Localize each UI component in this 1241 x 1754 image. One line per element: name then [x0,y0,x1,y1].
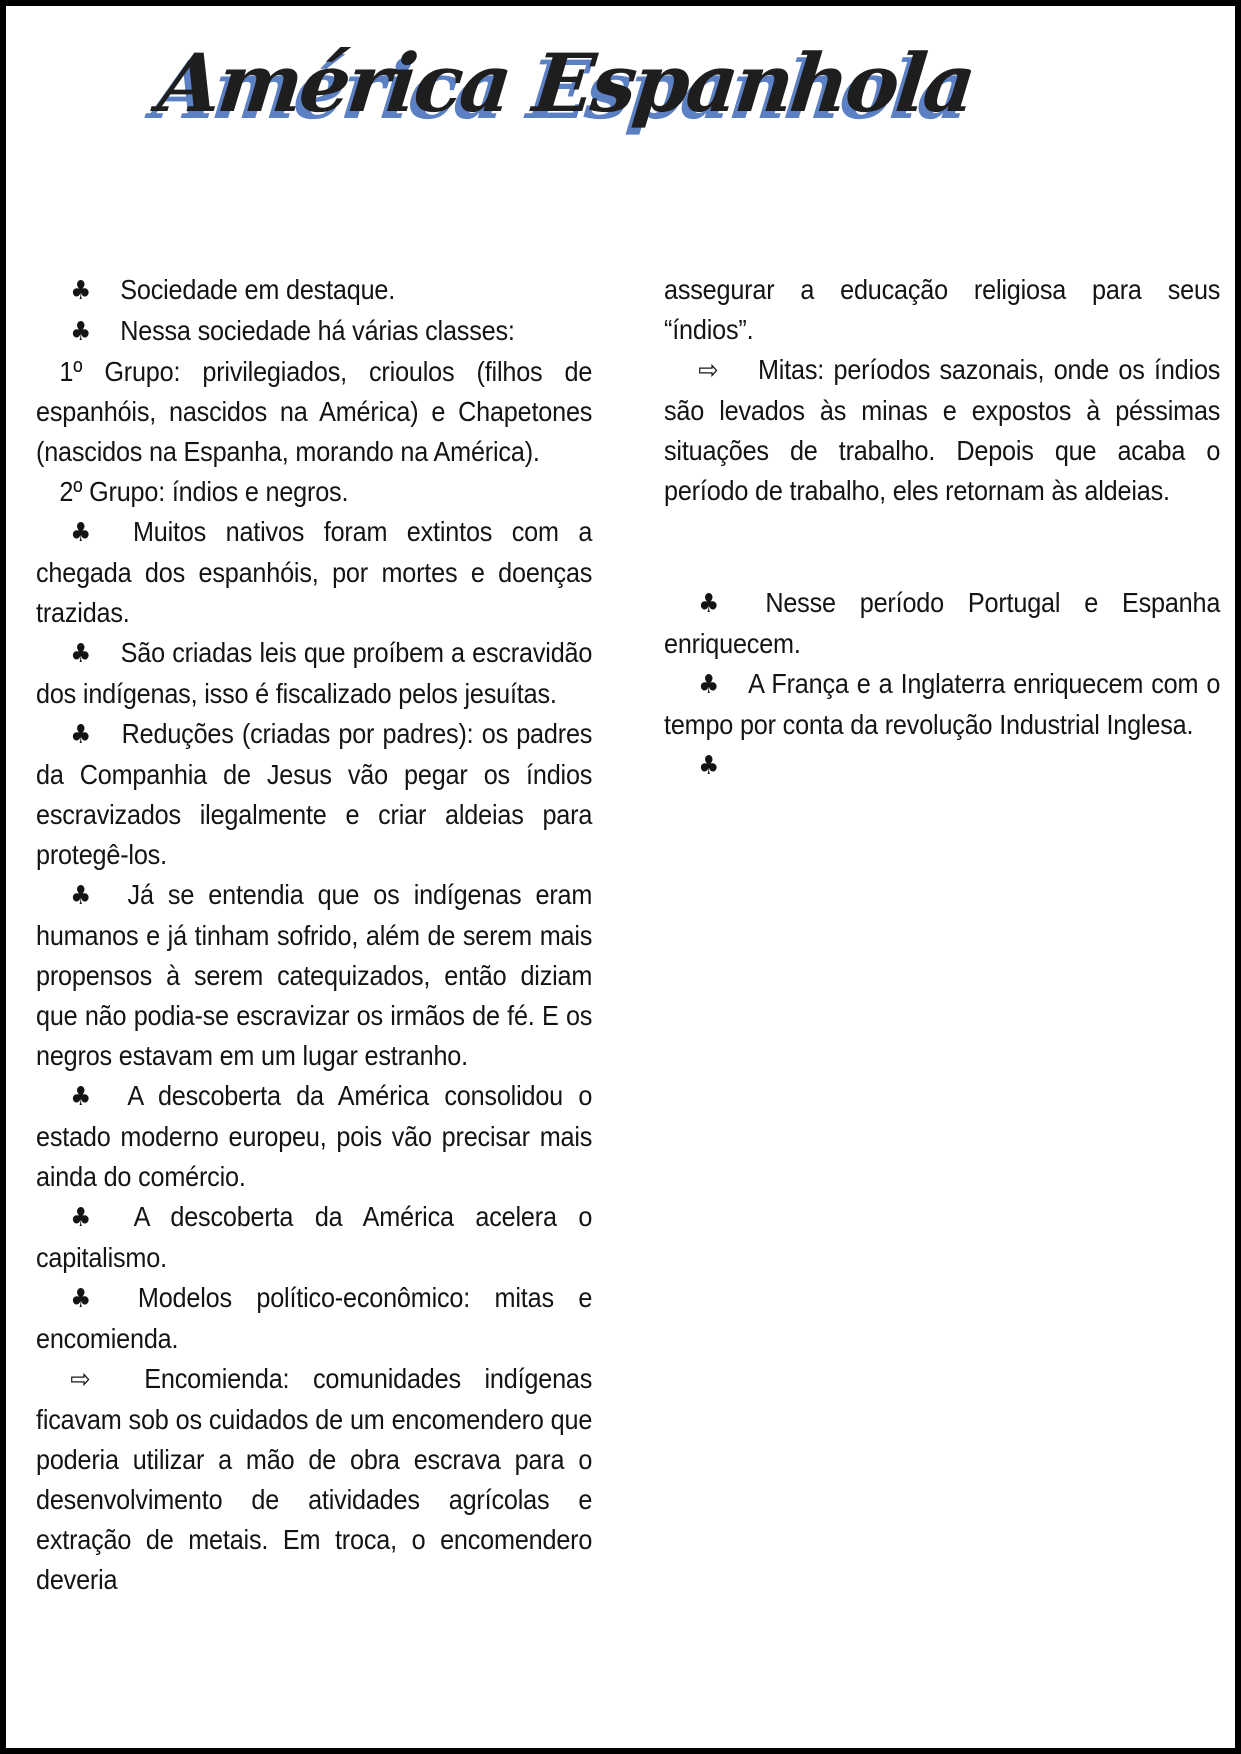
paragraph-text: Já se entendia que os indígenas eram humanos e já tinham sofrido, além de serem mais propensos à serem catequizados, então diziam que não podia-se escravizar os irmãos de fé. E os negros estavam em um lugar estranho. [36,879,593,1071]
paragraph [36,311,592,352]
paragraph [664,745,1220,786]
paragraph [664,270,1220,350]
paragraph [36,1278,592,1359]
club-bullet-icon: ♣ [698,751,719,781]
paragraph [36,633,592,714]
club-bullet-icon: ♣ [70,639,91,669]
arrow-bullet-icon: ⇨ [698,355,719,386]
club-bullet-icon: ♣ [698,670,719,700]
paragraph [36,512,592,633]
paragraph-text: Reduções (criadas por padres): os padres da Companhia de Jesus vão pegar os índios escravizados ilegalmente e criar aldeias para protegê-los. [36,718,593,870]
paragraph-text: A descoberta da América consolidou o estado moderno europeu, pois vão precisar mais ainda do comércio. [36,1080,593,1192]
paragraph-text: 1º Grupo: privilegiados, crioulos (filhos de espanhóis, nascidos na América) e Chapetones (nascidos na Espanha, morando na América). [36,356,593,467]
arrow-bullet-icon: ⇨ [70,1364,91,1395]
paragraph [36,472,592,512]
club-bullet-icon: ♣ [70,1203,91,1233]
right-column [664,270,1220,786]
left-column [36,270,592,1600]
paragraph [36,1197,592,1278]
club-bullet-icon: ♣ [70,518,91,548]
paragraph [664,350,1220,511]
club-bullet-icon: ♣ [698,589,719,619]
paragraph [36,352,592,472]
paragraph [36,1359,592,1600]
club-bullet-icon: ♣ [70,317,91,347]
paragraph [36,714,592,875]
paragraph-text: Mitas: períodos sazonais, onde os índios são levados às minas e expostos à péssimas situações de trabalho. Depois que acaba o período de trabalho, eles retornam às aldeias. [664,354,1221,506]
paragraph-text: Nesse período Portugal e Espanha enriquecem. [664,587,1221,659]
paragraph-text: Encomienda: comunidades indígenas ficavam sob os cuidados de um encomendero que poderia utilizar a mão de obra escrava para o desenvolvimento de atividades agrícolas e extração de metais. Em troca, o encomendero deveria [36,1363,593,1595]
paragraph-text: Sociedade em destaque. [120,274,396,305]
club-bullet-icon: ♣ [70,276,91,306]
paragraph-text: Modelos político-econômico: mitas e encomienda. [36,1282,593,1354]
paragraph-text: Muitos nativos foram extintos com a chegada dos espanhóis, por mortes e doenças trazidas. [36,516,593,628]
club-bullet-icon: ♣ [70,720,91,750]
paragraph-text: A França e a Inglaterra enriquecem com o tempo por conta da revolução Industrial Inglesa. [664,668,1221,740]
page-title: América Espanhola [154,36,978,130]
paragraph [36,1076,592,1197]
club-bullet-icon: ♣ [70,1284,91,1314]
paragraph [36,270,592,311]
paragraph [36,875,592,1076]
paragraph-text: 2º Grupo: índios e negros. [59,476,349,507]
paragraph-text: assegurar a educação religiosa para seus “índios”. [664,274,1221,345]
club-bullet-icon: ♣ [70,1082,91,1112]
club-bullet-icon: ♣ [70,881,91,911]
paragraph-text: Nessa sociedade há várias classes: [120,315,515,346]
paragraph [664,583,1220,664]
paragraph-text: A descoberta da América acelera o capitalismo. [36,1201,593,1273]
paragraph [664,664,1220,745]
paragraph-text: São criadas leis que proíbem a escravidão dos indígenas, isso é fiscalizado pelos jesuítas. [36,637,593,709]
